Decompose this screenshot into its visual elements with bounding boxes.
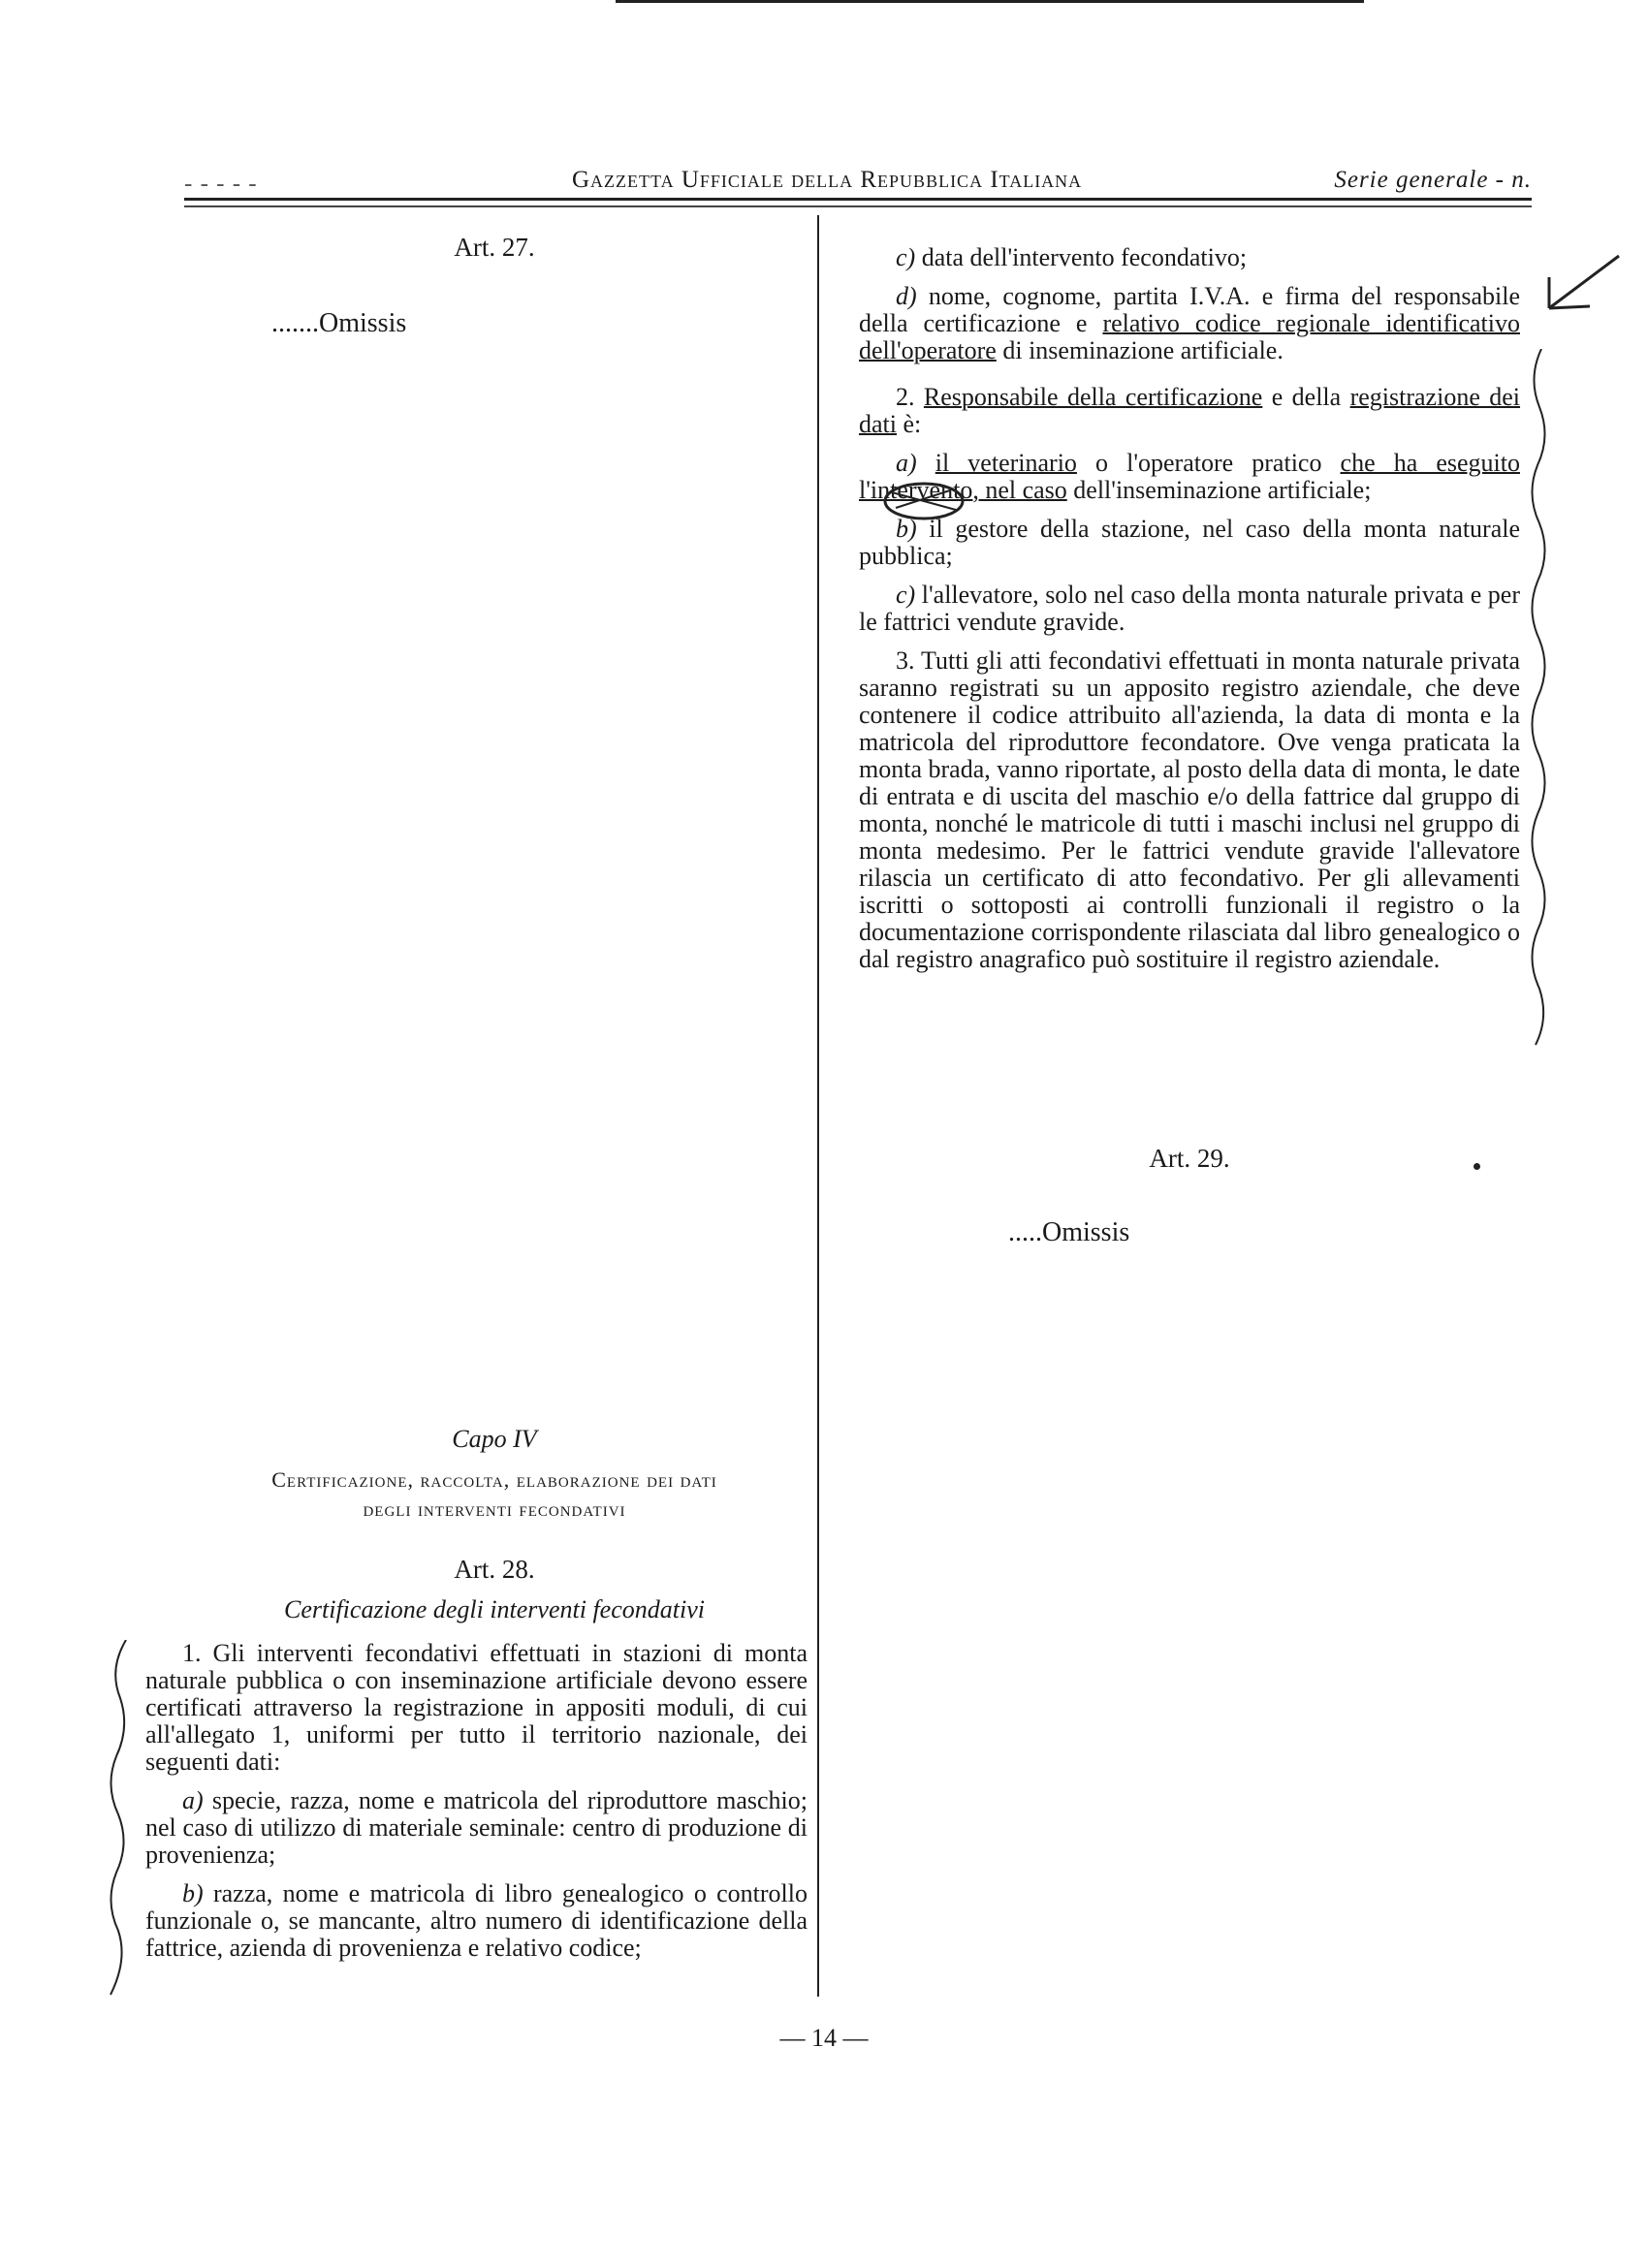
p2a-underlined-1: il veterinario	[935, 449, 1077, 477]
art-29-heading: Art. 29.	[1149, 1144, 1230, 1173]
paragraph-2	[859, 384, 1520, 438]
item-c-text: data dell'intervento fecondativo;	[921, 243, 1248, 271]
item-a-text: specie, razza, nome e matricola del riproduttore maschio; nel caso di utilizzo di materiale seminale: centro di produzione di provenienza;	[145, 1786, 808, 1869]
p2-end: è:	[897, 410, 922, 438]
art-28-continued	[859, 244, 1520, 985]
p2a-label: a)	[896, 449, 917, 477]
item-d-text: nome, cognome, partita I.V.A. e firma del responsabile della certificazione e	[859, 282, 1521, 337]
omissis-1: .......Omissis	[271, 308, 407, 338]
column-divider	[817, 215, 819, 1997]
paragraph-2-b	[859, 516, 1520, 570]
header-series: Serie generale - n.	[1334, 167, 1532, 193]
p2a-end: dell'inseminazione artificiale;	[1066, 476, 1372, 504]
page-header	[184, 167, 1532, 200]
art-27-heading: Art. 27.	[454, 233, 535, 262]
item-a-label: a)	[182, 1786, 204, 1814]
art-28-title: Certificazione degli interventi fecondativi	[284, 1595, 705, 1623]
art-28-paragraph-1: 1. Gli interventi fecondativi effettuati in stazioni di monta naturale pubblica o con inseminazione artificiale devono essere certificati attraverso la registrazione in appositi moduli, di cui all'allegato 1, uniformi per tutto il territorio nazionale, dei seguenti dati:	[145, 1639, 808, 1776]
p2a-mid: o l'operatore pratico	[1076, 449, 1341, 477]
p2b-text: il gestore della stazione, nel caso della monta naturale pubblica;	[859, 515, 1521, 570]
art-28-body	[145, 1640, 808, 1973]
p2c-label: c)	[896, 581, 916, 609]
paragraph-3: 3. Tutti gli atti fecondativi effettuati in monta naturale privata saranno registrati su un apposito registro aziendale, che deve contenere il codice attribuito all'azienda, la data di monta e la matricola del riproduttore fecondatore. Ove venga praticata la monta brada, vanno riportate, al posto della data di monta, le date di entrata e di uscita del maschio e/o della fattrice dal gruppo di monta, nonché le matricole di tutti i maschi inclusi nel gruppo di monta medesimo. Per le fattrici vendute gravide l'allevatore rilascia un certificato di atto fecondativo. Per gli allevamenti iscritti o sottoposti ai controlli funzionali il registro o la documentazione corrispondente rilasciata dal libro genealogico o dal registro anagrafico può sostituire il registro aziendale.	[859, 646, 1520, 973]
item-c-label: c)	[896, 243, 916, 271]
p2a-underlined-2: che ha eseguito l'intervento, nel caso	[859, 449, 1520, 504]
p2b-label: b)	[896, 515, 917, 543]
left-margin-brace-icon	[97, 1640, 136, 1999]
arrow-mark-icon	[1541, 250, 1629, 318]
paragraph-2-c	[859, 582, 1520, 636]
art-28-item-b	[145, 1880, 808, 1962]
omissis-2: .....Omissis	[1008, 1217, 1130, 1247]
page-number: — 14 —	[779, 2024, 869, 2052]
p2-mid: e della	[1262, 383, 1350, 411]
item-d-label: d)	[896, 282, 917, 310]
p2-underlined-2: registrazione dei dati	[859, 383, 1521, 438]
capo-heading: Capo IV	[452, 1425, 537, 1453]
capo-subtitle-1: Certificazione, raccolta, elaborazione dei dati	[271, 1467, 717, 1492]
item-d	[859, 283, 1520, 364]
capo-subtitle-2: degli interventi fecondativi	[363, 1496, 626, 1521]
header-title: Gazzetta Ufficiale della Repubblica Italiana	[572, 167, 1083, 193]
item-c	[859, 244, 1520, 271]
header-rule-2	[184, 205, 1532, 207]
art-28-item-a	[145, 1787, 808, 1869]
header-rule	[184, 198, 1532, 201]
p2-underlined-1: Responsabile della certificazione	[923, 383, 1263, 411]
p2-num: 2.	[896, 383, 924, 411]
item-d-text-end: di inseminazione artificiale.	[996, 336, 1284, 364]
top-scan-line	[616, 0, 1364, 3]
header-dots: - - - - -	[184, 171, 258, 197]
art-28-heading: Art. 28.	[454, 1555, 535, 1584]
item-b-label: b)	[182, 1879, 204, 1907]
circled-mark-icon	[880, 479, 967, 523]
item-d-underlined: relativo codice regionale identificativo dell'operatore	[859, 309, 1520, 364]
p2c-text: l'allevatore, solo nel caso della monta naturale privata e per le fattrici vendute gravide.	[859, 581, 1520, 636]
item-b-text: razza, nome e matricola di libro genealogico o controllo funzionale o, se mancante, altro numero di identificazione della fattrice, azienda di provenienza e relativo codice;	[145, 1879, 808, 1962]
right-margin-brace-icon	[1522, 349, 1561, 1047]
ink-dot	[1474, 1163, 1480, 1170]
